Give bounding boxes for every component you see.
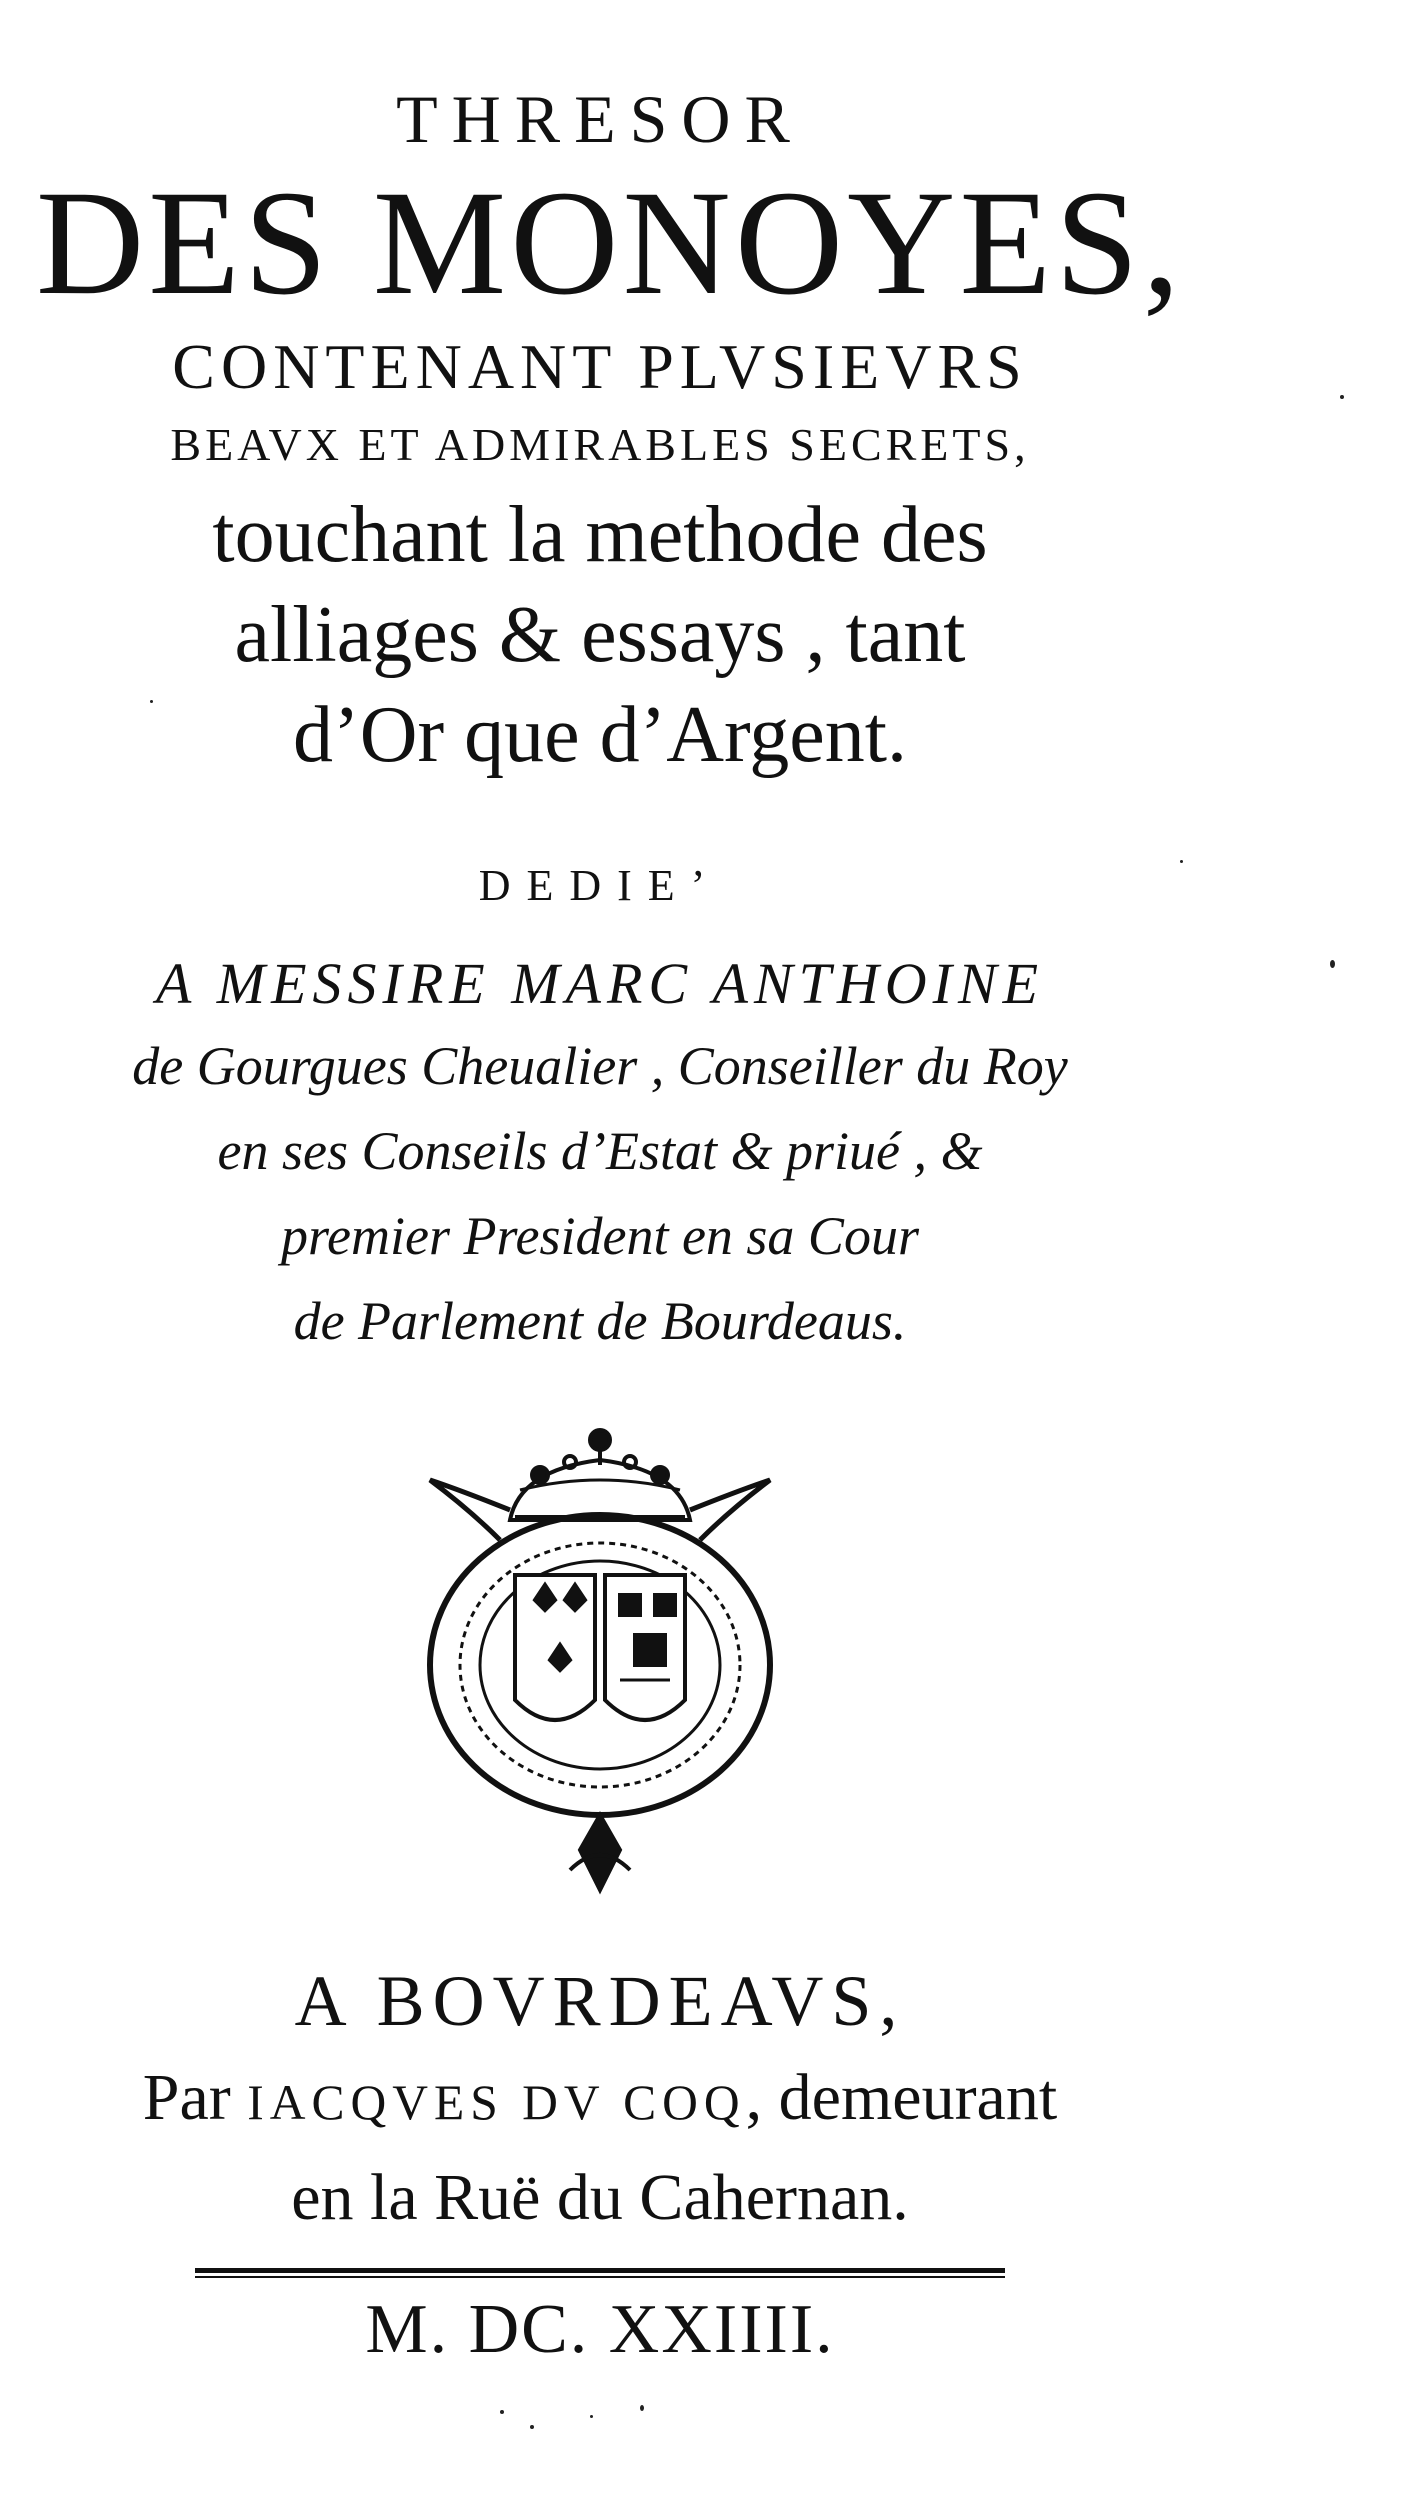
imprint-city: A BOVRDEAVS, [294, 1961, 906, 2041]
title-line-4: BEAVX ET ADMIRABLES SECRETS, [170, 419, 1030, 470]
paper-speck [500, 2410, 504, 2414]
publication-date: M. DC. XXIIII. [365, 2291, 835, 2368]
paper-speck [150, 700, 153, 703]
dedication-heading: DEDIE’ [478, 861, 722, 910]
paper-speck [1180, 860, 1183, 863]
dedication-line-1: A MESSIRE MARC ANTHOINE [155, 951, 1045, 1016]
imprint-printer-name: IACQVES DV COQ [247, 2075, 746, 2130]
dedication-line-5: de Parlement de Bourdeaus. [293, 1291, 907, 1351]
title-line-3: CONTENANT PLVSIEVRS [172, 331, 1028, 402]
imprint-printer-suffix: , demeurant [745, 2061, 1058, 2134]
title-line-5: touchant la methode des [212, 491, 988, 579]
paper-speck [590, 2415, 593, 2418]
divider-rule [195, 2268, 1005, 2273]
imprint-address: en la Ruë du Cahernan. [291, 2161, 909, 2234]
title-line-7: d’Or que d’Argent. [293, 691, 907, 779]
divider-rule-thin [195, 2276, 1005, 2278]
dedication-line-3: en ses Conseils d’Estat & priué , & [217, 1121, 983, 1181]
dedication-line-4: premier President en sa Cour [281, 1206, 919, 1266]
title-line-1: THRESOR [396, 81, 804, 157]
title-line-6: alliages & essays , tant [234, 591, 966, 679]
paper-speck [1340, 395, 1344, 399]
paper-speck [530, 2425, 534, 2429]
paper-speck [1330, 960, 1335, 968]
imprint-printer [0, 2060, 1200, 2136]
coat-of-arms-icon [420, 1400, 780, 1900]
imprint-printer-prefix: Par [142, 2061, 248, 2134]
paper-speck [640, 2405, 644, 2411]
title-line-2: DES MONOYES, [35, 160, 1185, 326]
dedication-line-2: de Gourgues Cheualier , Conseiller du Roy [132, 1036, 1068, 1096]
